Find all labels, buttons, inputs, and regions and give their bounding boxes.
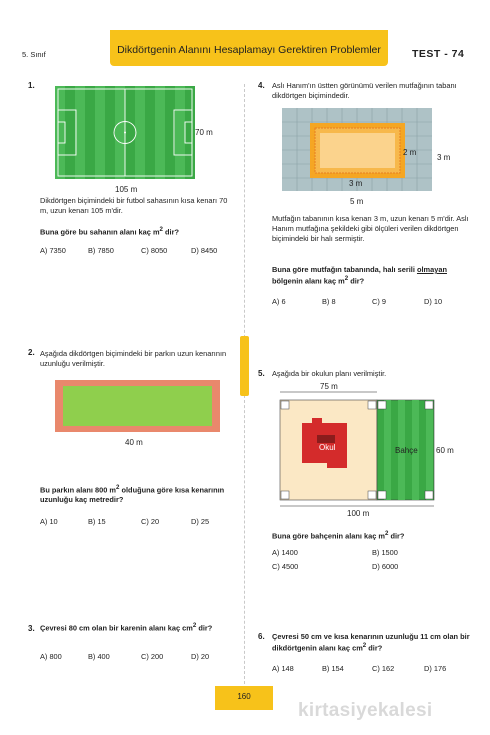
side-tag [240,336,249,396]
q3-option-d[interactable]: D) 20 [191,652,210,661]
q5-option-b[interactable]: B) 1500 [372,548,398,557]
q5-options [272,548,472,574]
q6-option-c[interactable]: C) 162 [372,664,395,673]
q4-number: 4. [258,81,265,90]
q2-option-c[interactable]: C) 20 [141,517,160,526]
q5-text: Aşağıda bir okulun planı verilmiştir. [272,369,387,378]
q4-options [272,297,472,309]
q1-option-d[interactable]: D) 8450 [191,246,218,255]
page-title: Dikdörtgenin Alanını Hesaplamayı Gerektiren Problemler [110,30,388,66]
q1-question: Buna göre bu sahanın alanı kaç $m^2$ dir? [40,226,179,237]
grade-label: 5. Sınıf [22,50,46,59]
q6-option-b[interactable]: B) 154 [322,664,344,673]
q4-option-d[interactable]: D) 10 [424,297,443,306]
q6-number: 6. [258,632,265,641]
q3-number: 3. [28,624,35,633]
q1-number: 1. [28,81,35,90]
q5-question: Buna göre bahçenin alanı kaç $m^2$ dir? [272,530,405,541]
field-width-label: 105 m [115,185,138,194]
football-field-figure [55,86,235,196]
park-width-label: 40 m [125,438,143,447]
q2-options [40,517,240,529]
q1-option-a[interactable]: A) 7350 [40,246,66,255]
school-label: Okul [319,443,336,452]
q1-text: Dikdörtgen biçimindeki bir futbol sahasının kısa kenarı 70 m, uzun kenarı 105 m'dir. [40,196,228,215]
q3-question: Çevresi 80 cm olan bir karenin alanı kaç $cm^2$ dir? [40,622,213,633]
q2-number: 2. [28,348,35,357]
kitchen-width-label: 5 m [350,197,364,206]
q1-option-b[interactable]: B) 7850 [88,246,114,255]
q6-options [272,664,472,676]
q5-option-d[interactable]: D) 6000 [372,562,399,571]
test-number: TEST - 74 [412,48,465,60]
q4-option-a[interactable]: A) 6 [272,297,286,306]
page-number: 160 [215,686,273,710]
q3-option-b[interactable]: B) 400 [88,652,110,661]
kitchen-height-label: 3 m [437,153,451,162]
q2-option-a[interactable]: A) 10 [40,517,58,526]
q4-option-b[interactable]: B) 8 [322,297,336,306]
carpet-height-label: 2 m [403,148,417,157]
q4-option-c[interactable]: C) 9 [372,297,386,306]
school-width-label: 75 m [320,382,338,391]
school-plan-figure [272,380,472,520]
q5-option-c[interactable]: C) 4500 [272,562,299,571]
q3-option-a[interactable]: A) 800 [40,652,62,661]
q6-option-a[interactable]: A) 148 [272,664,294,673]
brand-watermark: kirtasiyekalesi [298,700,433,721]
q5-option-a[interactable]: A) 1400 [272,548,298,557]
q6-option-d[interactable]: D) 176 [424,664,447,673]
q4-text: Aslı Hanım'ın üstten görünümü verilen mutfağının tabanı dikdörtgen biçimindedir. [272,81,457,100]
carpet-width-label: 3 m [349,179,363,188]
q4-text2: Mutfağın tabanının kısa kenarı 3 m, uzun kenarı 5 m'dir. Aslı Hanım mutfağına şekildeki gibi ölçüleri verilen dikdörtgen biçimindeki bir halı sermiştir. [272,214,469,243]
q3-option-c[interactable]: C) 200 [141,652,164,661]
q2-option-b[interactable]: B) 15 [88,517,106,526]
garden-height-label: 60 m [436,446,454,455]
total-width-label: 100 m [347,509,370,518]
q2-text: Aşağıda dikdörtgen biçimindeki bir parkın uzun kenarının uzunluğu verilmiştir. [40,349,227,368]
q6-question: Çevresi 50 cm ve kısa kenarının uzunluğu 11 cm olan bir dikdörtgenin alanı kaç $cm^2$ dir? [272,632,470,653]
field-height-label: 70 m [195,128,213,137]
q2-question: Bu parkın alanı 800 $m^2$ olduğuna göre kısa kenarının uzunluğu kaç metredir? [40,484,225,505]
q3-options [40,652,240,664]
q1-option-c[interactable]: C) 8050 [141,246,168,255]
kitchen-figure [282,108,462,211]
park-figure [55,380,225,452]
garden-label: Bahçe [395,446,418,455]
q5-number: 5. [258,369,265,378]
q4-question: Buna göre mutfağın tabanında, halı serili olmayan bölgenin alanı kaç $m^2$ dir? [272,265,447,286]
q2-option-d[interactable]: D) 25 [191,517,210,526]
q1-options [40,246,240,258]
